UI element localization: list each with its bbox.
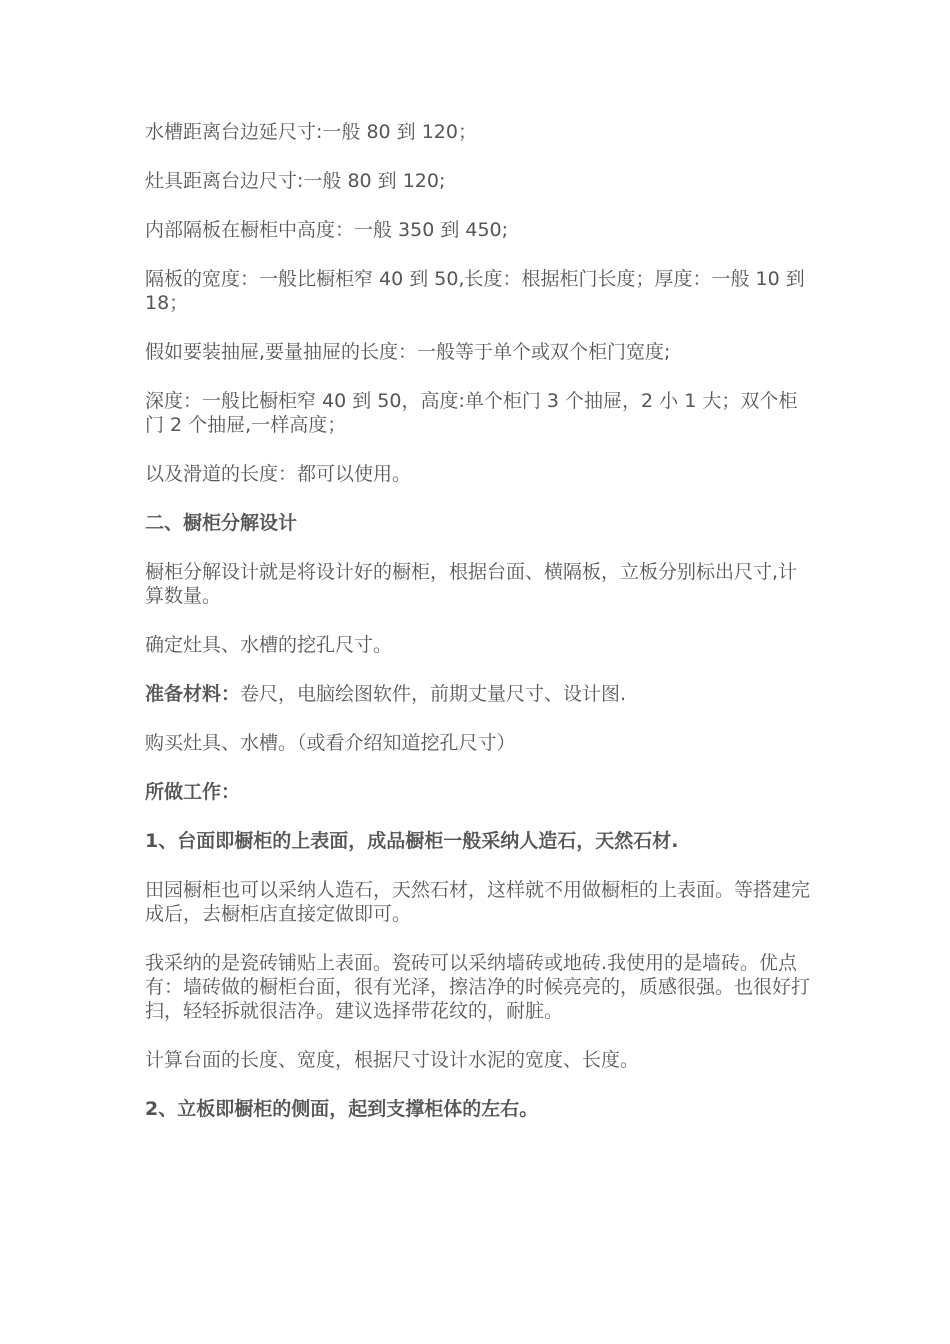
paragraph-purchase: 购买灶具、水槽。（或看介绍知道挖孔尺寸） bbox=[145, 732, 516, 754]
paragraph-drawer-length: 假如要装抽屉,要量抽屉的长度：一般等于单个或双个柜门宽度; bbox=[145, 341, 671, 363]
paragraph-pastoral-cabinet: 田园橱柜也可以采纳人造石，天然石材，这样就不用做橱柜的上表面。等搭建完成后，去橱柜店直接定做即可。 bbox=[145, 879, 811, 925]
heading-side-panel: 2、立板即橱柜的侧面，起到支撑柜体的左右。 bbox=[145, 1098, 539, 1120]
paragraph-sink-distance: 水槽距离台边延尺寸:一般 80 到 120； bbox=[145, 121, 477, 143]
paragraph-stove-distance: 灶具距离台边尺寸:一般 80 到 120; bbox=[145, 170, 446, 192]
paragraph-drawer-depth: 深度：一般比橱柜窄 40 到 50，高度:单个柜门 3 个抽屉，2 小 1 大；双个柜门 2 个抽屉,一样高度； bbox=[145, 390, 798, 436]
section-heading-decomposition: 二、橱柜分解设计 bbox=[145, 512, 298, 534]
paragraph-shelf-height: 内部隔板在橱柜中高度：一般 350 到 450; bbox=[145, 219, 509, 241]
paragraph-calc-countertop: 计算台面的长度、宽度，根据尺寸设计水泥的宽度、长度。 bbox=[145, 1049, 640, 1071]
paragraph-decomposition-desc: 橱柜分解设计就是将设计好的橱柜，根据台面、横隔板，立板分别标出尺寸,计算数量。 bbox=[145, 561, 798, 607]
materials-lead-label: 准备材料： bbox=[145, 683, 241, 705]
paragraph-slide-length: 以及滑道的长度：都可以使用。 bbox=[145, 463, 412, 485]
document-page bbox=[145, 120, 810, 1146]
paragraph-shelf-width: 隔板的宽度：一般比橱柜窄 40 到 50,长度：根据柜门长度；厚度：一般 10 到 18； bbox=[145, 268, 805, 314]
heading-work-done: 所做工作： bbox=[145, 781, 241, 803]
paragraph-tile-countertop: 我采纳的是瓷砖铺贴上表面。瓷砖可以采纳墙砖或地砖.我使用的是墙砖。优点有：墙砖做的橱柜台面，很有光泽，擦洁净的时候亮亮的，质感很强。也很好打扫，轻轻拆就很洁净。建议选择带花纹的，耐脏。 bbox=[145, 952, 811, 1022]
paragraph-cutout-size: 确定灶具、水槽的挖孔尺寸。 bbox=[145, 634, 393, 656]
paragraph-materials bbox=[145, 682, 810, 706]
materials-list: 卷尺，电脑绘图软件，前期丈量尺寸、设计图. bbox=[240, 683, 627, 705]
heading-countertop: 1、台面即橱柜的上表面，成品橱柜一般采纳人造石，天然石材. bbox=[145, 830, 679, 852]
